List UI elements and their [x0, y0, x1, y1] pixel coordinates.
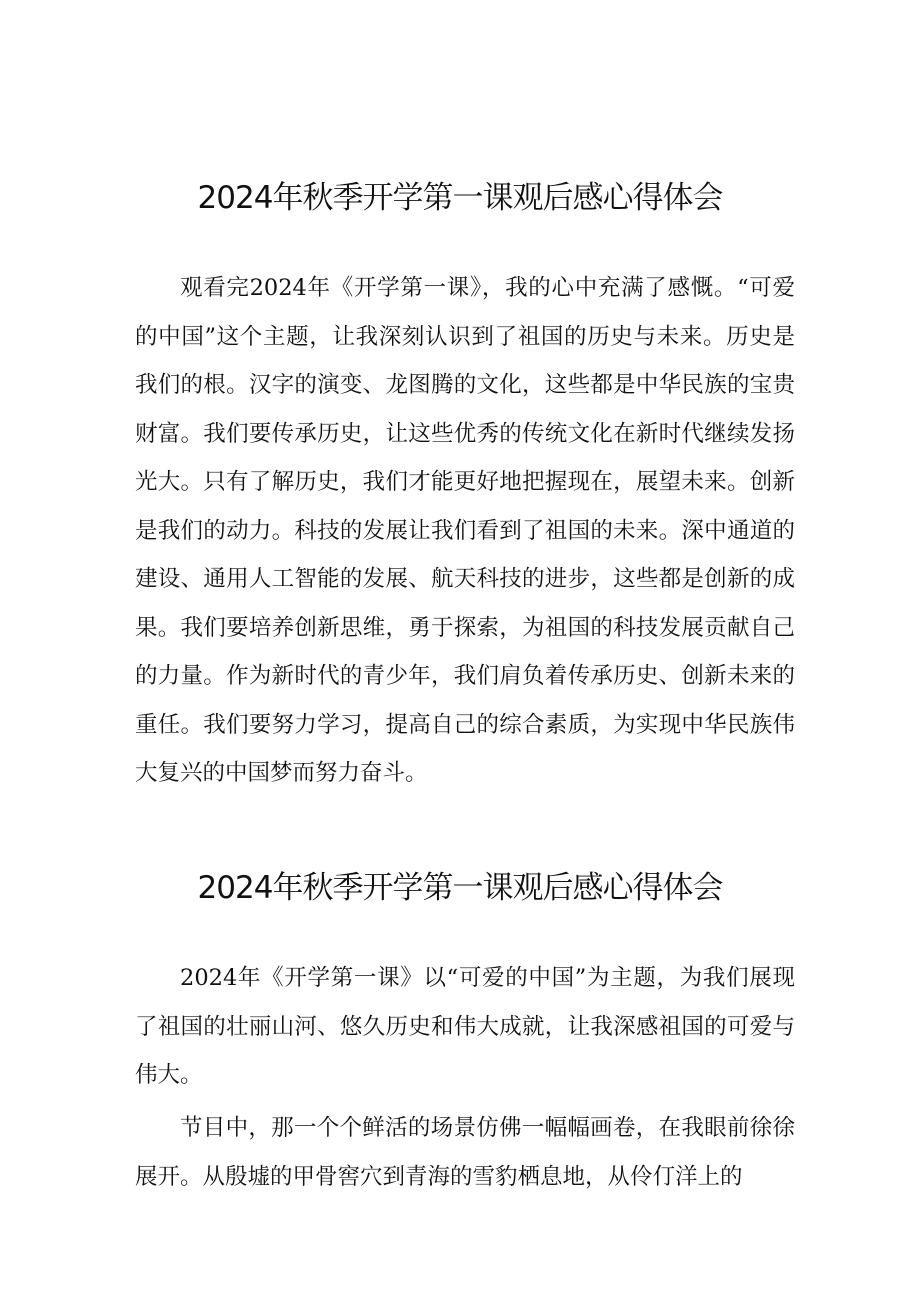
section-1-paragraph-1: 观看完2024年《开学第一课》，我的心中充满了感慨。“可爱的中国”这个主题，让我深刻认识到了祖国的历史与未来。历史是我们的根。汉字的演变、龙图腾的文化，这些都是中华民族的宝贵财富。我们要传承历史，让这些优秀的传统文化在新时代继续发扬光大。只有了解历史，我们才能更好地把握现在，展望未来。创新是我们的动力。科技的发展让我们看到了祖国的未来。深中通道的建设、通用人工智能的发展、航天科技的进步，这些都是创新的成果。我们要培养创新思维，勇于探索，为祖国的科技发展贡献自己的力量。作为新时代的青少年，我们肩负着传承历史、创新未来的重任。我们要努力学习，提高自己的综合素质，为实现中华民族伟大复兴的中国梦而努力奋斗。 — [135, 275, 795, 786]
section-2-paragraph-1: 2024年《开学第一课》以“可爱的中国”为主题，为我们展现了祖国的壮丽山河、悠久历史和伟大成就，让我深感祖国的可爱与伟大。 — [135, 965, 795, 1088]
section-2-title: 2024年秋季开学第一课观后感心得体会 — [197, 870, 723, 906]
section-1-title: 2024年秋季开学第一课观后感心得体会 — [197, 180, 723, 216]
section-2-paragraph-2: 节目中，那一个个鲜活的场景仿佛一幅幅画卷，在我眼前徐徐展开。从殷墟的甲骨窖穴到青海的雪豹栖息地，从伶仃洋上的 — [135, 1115, 795, 1190]
